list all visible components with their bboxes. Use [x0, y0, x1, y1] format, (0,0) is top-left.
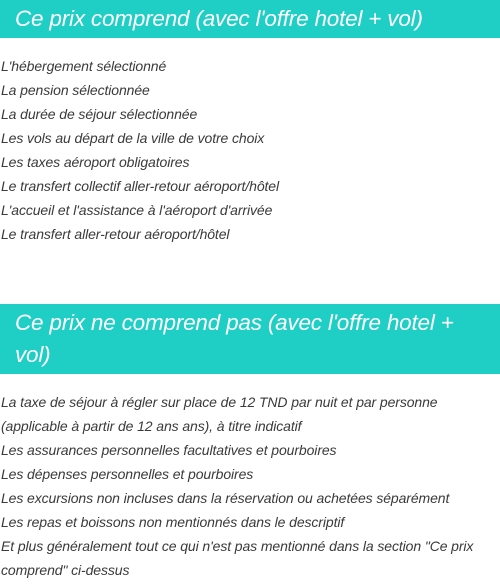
included-item: L'hébergement sélectionné: [1, 58, 167, 74]
included-items-list: [0, 54, 500, 246]
excluded-section-title: Ce prix ne comprend pas (avec l'offre hotel + vol): [0, 304, 500, 374]
excluded-item: Et plus généralement tout ce qui n'est pas mentionné dans la section "Ce prix comprend" ci-dessus: [1, 538, 474, 578]
included-section-title: Ce prix comprend (avec l'offre hotel + vol): [0, 0, 500, 38]
price-excluded-section: [0, 304, 500, 582]
included-item: Les taxes aéroport obligatoires: [1, 154, 190, 170]
excluded-item: La taxe de séjour à régler sur place de 12 TND par nuit et par personne (applicable à partir de 12 ans ans), à titre indicatif: [1, 394, 438, 434]
price-included-section: [0, 0, 500, 246]
included-item: Les vols au départ de la ville de votre choix: [1, 130, 265, 146]
included-item: L'accueil et l'assistance à l'aéroport d'arrivée: [1, 202, 273, 218]
included-item: Le transfert aller-retour aéroport/hôtel: [1, 226, 230, 242]
excluded-item: Les assurances personnelles facultatives et pourboires: [1, 442, 337, 458]
included-item: Le transfert collectif aller-retour aéroport/hôtel: [1, 178, 279, 194]
excluded-item: Les excursions non incluses dans la réservation ou achetées séparément: [1, 490, 450, 506]
excluded-items-list: [0, 390, 500, 582]
included-item: La pension sélectionnée: [1, 82, 150, 98]
included-item: La durée de séjour sélectionnée: [1, 106, 198, 122]
excluded-item: Les dépenses personnelles et pourboires: [1, 466, 254, 482]
excluded-item: Les repas et boissons non mentionnés dans le descriptif: [1, 514, 345, 530]
